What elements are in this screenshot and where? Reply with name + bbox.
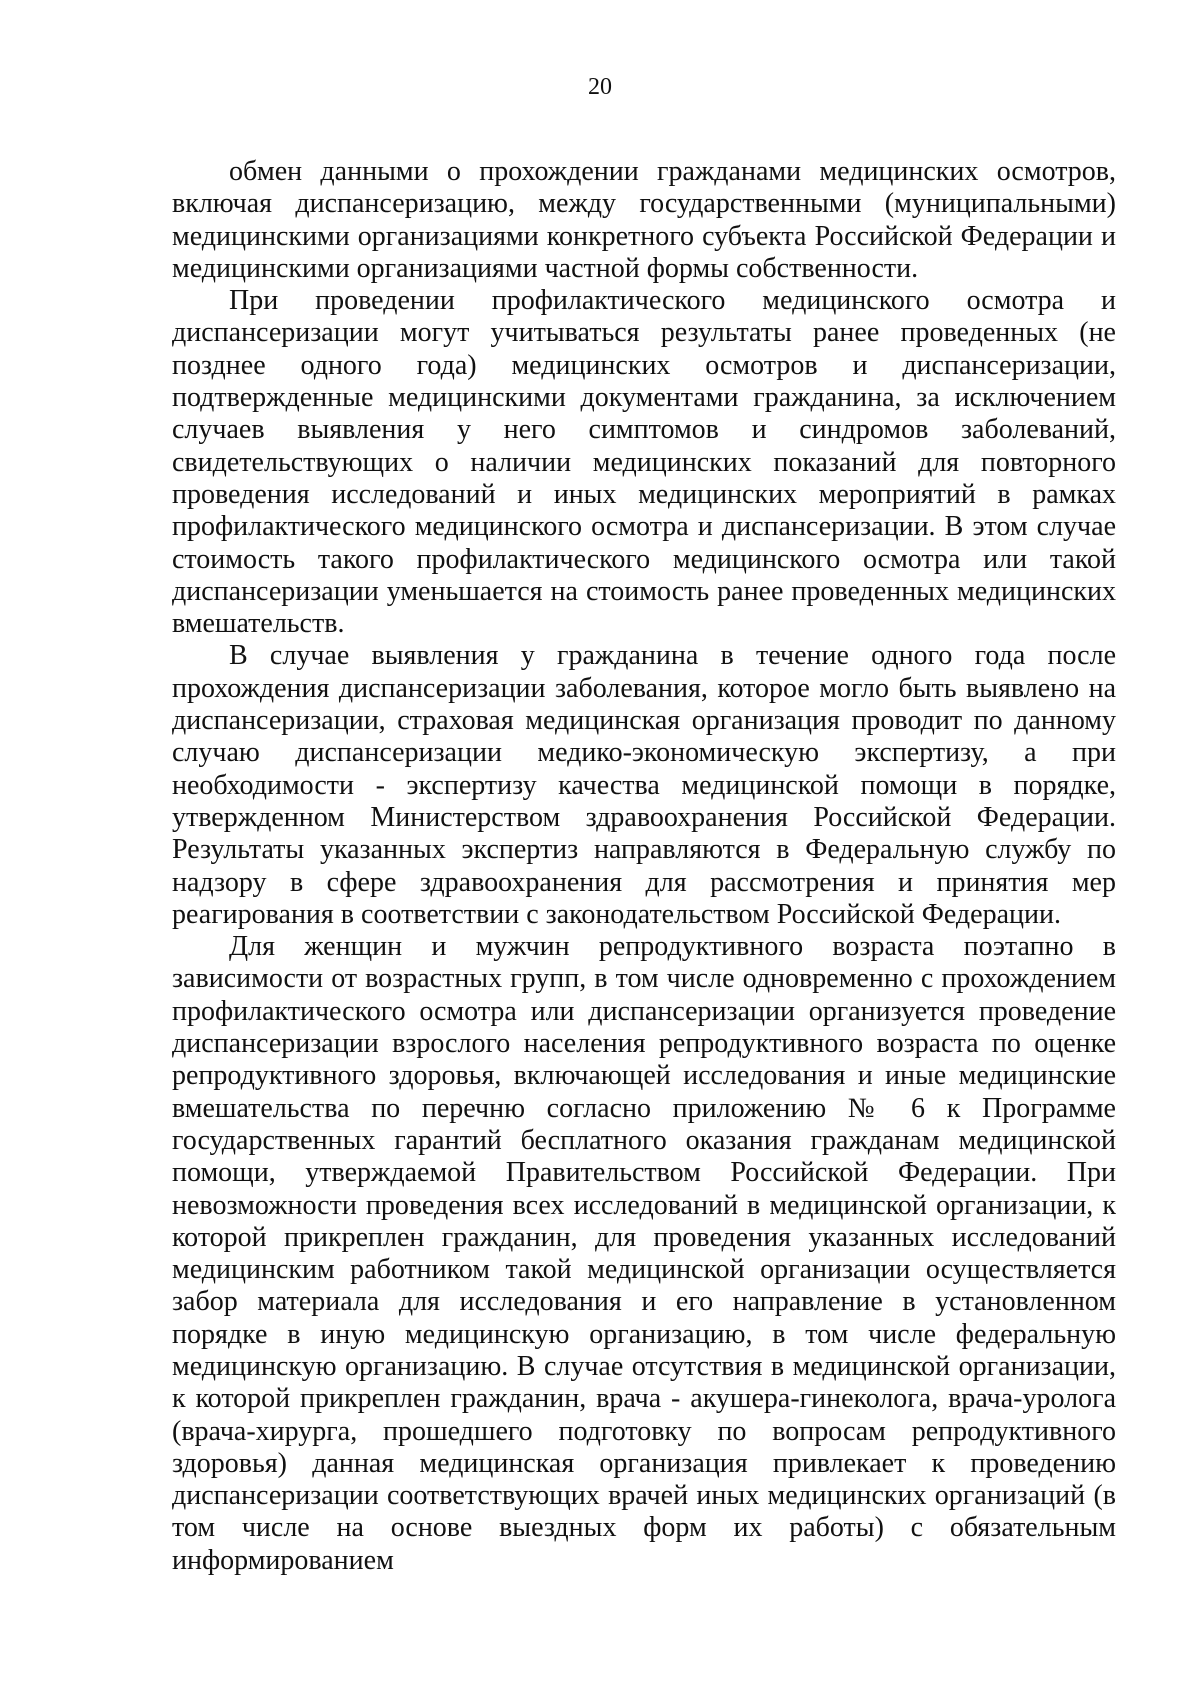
- paragraph-previous-results: При проведении профилактического медицинского осмотра и диспансеризации могут учитываться результаты ранее проведенных (не позднее одного года) медицинских осмотров и диспансеризации, подтвержденные медицинскими документами гражданина, за исключением случаев выявления у него симптомов и синдромов заболеваний, свидетельствующих о наличии медицинских показаний для повторного проведения исследований и иных медицинских мероприятий в рамках профилактического медицинского осмотра и диспансеризации. В этом случае стоимость такого профилактического медицинского осмотра или такой диспансеризации уменьшается на стоимость ранее проведенных медицинских вмешательств.: [172, 285, 1116, 640]
- page-number: 20: [588, 74, 612, 100]
- paragraph-reproductive-health: Для женщин и мужчин репродуктивного возраста поэтапно в зависимости от возрастных групп, в том числе одновременно с прохождением профилактического осмотра или диспансеризации организуется проведение диспансеризации взрослого населения репродуктивного возраста по оценке репродуктивного здоровья, включающей исследования и иные медицинские вмешательства по перечню согласно приложению № 6 к Программе государственных гарантий бесплатного оказания гражданам медицинской помощи, утверждаемой Правительством Российской Федерации. При невозможности проведения всех исследований в медицинской организации, к которой прикреплен гражданин, для проведения указанных исследований медицинским работником такой медицинской организации осуществляется забор материала для исследования и его направление в установленном порядке в иную медицинскую организацию, в том числе федеральную медицинскую организацию. В случае отсутствия в медицинской организации, к которой прикреплен гражданин, врача - акушера-гинеколога, врача-уролога (врача-хирурга, прошедшего подготовку по вопросам репродуктивного здоровья) данная медицинская организация привлекает к проведению диспансеризации соответствующих врачей иных медицинских организаций (в том числе на основе выездных форм их работы) с обязательным информированием: [172, 931, 1116, 1576]
- paragraph-data-exchange: обмен данными о прохождении гражданами медицинских осмотров, включая диспансеризацию, между государственными (муниципальными) медицинскими организациями конкретного субъекта Российской Федерации и медицинскими организациями частной формы собственности.: [172, 156, 1116, 284]
- paragraph-expertise: В случае выявления у гражданина в течение одного года после прохождения диспансеризации заболевания, которое могло быть выявлено на диспансеризации, страховая медицинская организация проводит по данному случаю диспансеризации медико-экономическую экспертизу, а при необходимости - экспертизу качества медицинской помощи в порядке, утвержденном Министерством здравоохранения Российской Федерации. Результаты указанных экспертиз направляются в Федеральную службу по надзору в сфере здравоохранения для рассмотрения и принятия мер реагирования в соответствии с законодательством Российской Федерации.: [172, 640, 1116, 930]
- document-body: [172, 156, 1116, 1577]
